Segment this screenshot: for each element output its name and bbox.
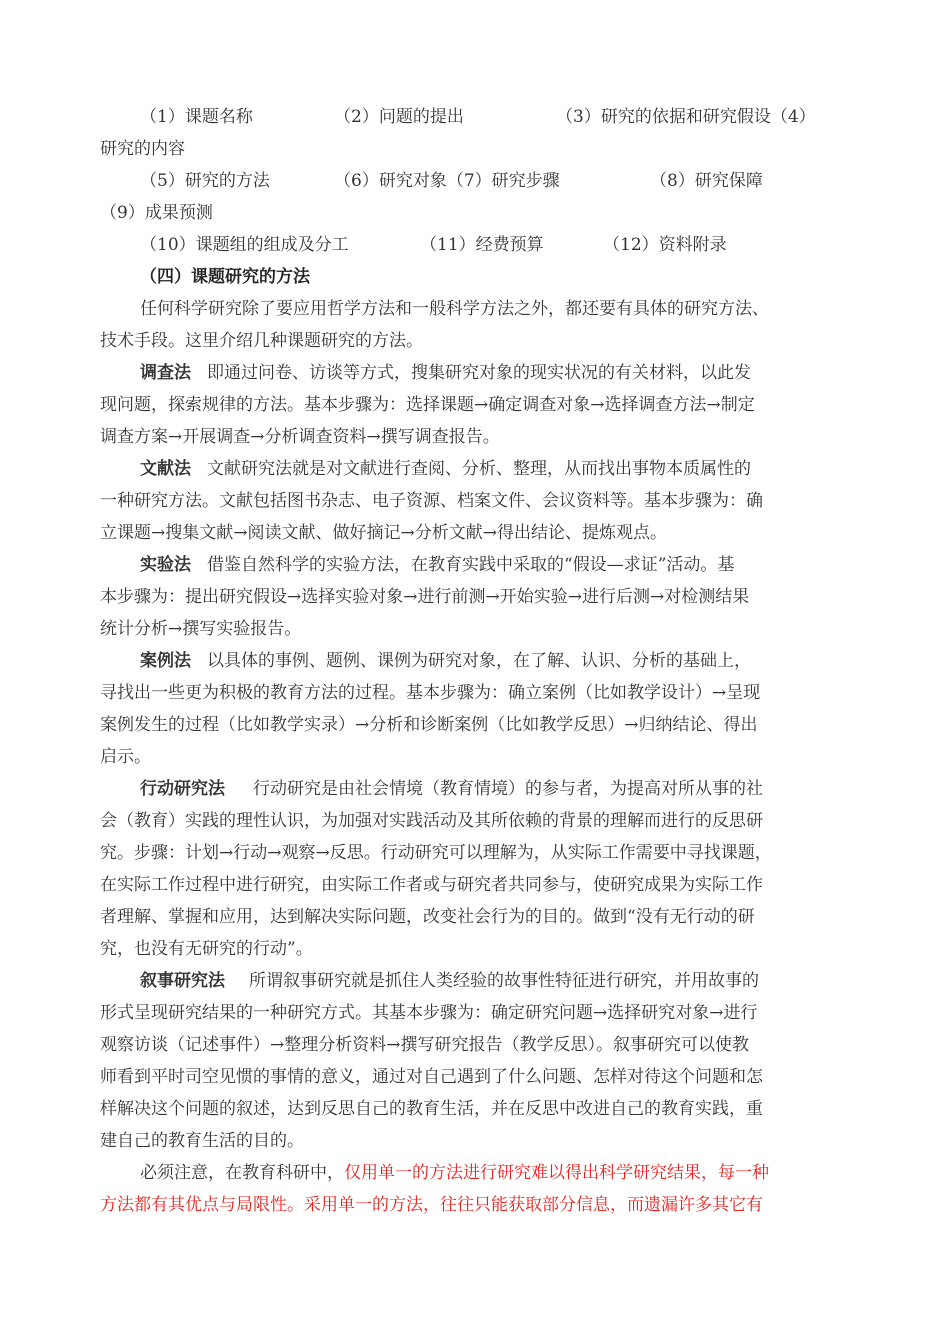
- case-line-4: 启示。: [100, 747, 151, 767]
- outline-item-2: （2）问题的提出: [334, 107, 464, 127]
- action-line-6: 究，也没有无研究的行动”。: [100, 939, 313, 959]
- method-name-experiment: 实验法: [140, 555, 191, 575]
- note-highlight-1: 仅用单一的方法进行研究难以得出科学研究结果，每一种: [344, 1163, 769, 1183]
- action-line-3: 究。步骤：计划→行动→观察→反思。行动研究可以理解为，从实际工作需要中寻找课题，: [100, 843, 772, 863]
- survey-line-1: 调查法 即通过问卷、访谈等方式，搜集研究对象的现实状况的有关材料，以此发: [140, 363, 751, 383]
- survey-line-3: 调查方案→开展调查→分析调查资料→撰写调查报告。: [100, 427, 500, 447]
- literature-line-2: 一种研究方法。文献包括图书杂志、电子资源、档案文件、会议资料等。基本步骤为：确: [100, 491, 763, 511]
- narrative-line-1: 叙事研究法 所谓叙事研究就是抓住人类经验的故事性特征进行研究，并用故事的: [140, 971, 759, 991]
- outline-item-8: （8）研究保障: [650, 171, 763, 191]
- outline-item-4-cont: 研究的内容: [100, 139, 185, 159]
- intro-line-2: 技术手段。这里介绍几种课题研究的方法。: [100, 331, 423, 351]
- outline-item-1: （1）课题名称: [140, 107, 253, 127]
- note-highlight-2: 方法都有其优点与局限性。采用单一的方法，往往只能获取部分信息，而遗漏许多其它有: [100, 1195, 763, 1215]
- literature-line-1: 文献法 文献研究法就是对文献进行查阅、分析、整理，从而找出事物本质属性的: [140, 459, 751, 479]
- outline-item-3-4: （3）研究的依据和研究假设（4）: [556, 107, 816, 127]
- case-line-2: 寻找出一些更为积极的教育方法的过程。基本步骤为：确立案例（比如教学设计）→呈现: [100, 683, 761, 703]
- method-name-narrative: 叙事研究法: [140, 971, 225, 991]
- action-line-5: 者理解、掌握和应用，达到解决实际问题，改变社会行为的目的。做到“没有无行动的研: [100, 907, 755, 927]
- narrative-line-4: 师看到平时司空见惯的事情的意义，通过对自己遇到了什么问题、怎样对待这个问题和怎: [100, 1067, 763, 1087]
- outline-item-10: （10）课题组的组成及分工: [140, 235, 349, 255]
- method-name-case: 案例法: [140, 651, 191, 671]
- narrative-line-6: 建自己的教育生活的目的。: [100, 1131, 304, 1151]
- action-line-1: 行动研究法 行动研究是由社会情境（教育情境）的参与者，为提高对所从事的社: [140, 779, 763, 799]
- case-line-3: 案例发生的过程（比如教学实录）→分析和诊断案例（比如教学反思）→归纳结论、得出: [100, 715, 758, 735]
- literature-line-3: 立课题→搜集文献→阅读文献、做好摘记→分析文献→得出结论、提炼观点。: [100, 523, 667, 543]
- narrative-line-2: 形式呈现研究结果的一种研究方式。其基本步骤为：确定研究问题→选择研究对象→进行: [100, 1003, 758, 1023]
- method-name-literature: 文献法: [140, 459, 191, 479]
- outline-item-12: （12）资料附录: [603, 235, 727, 255]
- action-line-2: 会（教育）实践的理性认识，为加强对实践活动及其所依赖的背景的理解而进行的反思研: [100, 811, 763, 831]
- method-name-action: 行动研究法: [140, 779, 225, 799]
- experiment-line-1: 实验法 借鉴自然科学的实验方法，在教育实践中采取的“假设—求证”活动。基: [140, 555, 735, 575]
- experiment-line-3: 统计分析→撰写实验报告。: [100, 619, 302, 639]
- experiment-line-2: 本步骤为：提出研究假设→选择实验对象→进行前测→开始实验→进行后测→对检测结果: [100, 587, 750, 607]
- method-name-survey: 调查法: [140, 363, 191, 383]
- outline-item-5: （5）研究的方法: [140, 171, 270, 191]
- section-title: （四）课题研究的方法: [140, 267, 310, 287]
- narrative-line-5: 样解决这个问题的叙述，达到反思自己的教育生活，并在反思中改进自己的教育实践，重: [100, 1099, 763, 1119]
- intro-line-1: 任何科学研究除了要应用哲学方法和一般科学方法之外，都还要有具体的研究方法、: [140, 299, 769, 319]
- outline-item-9: （9）成果预测: [100, 203, 213, 223]
- survey-line-2: 现问题，探索规律的方法。基本步骤为：选择课题→确定调查对象→选择调查方法→制定: [100, 395, 755, 415]
- narrative-line-3: 观察访谈（记述事件）→整理分析资料→撰写研究报告（教学反思）。叙事研究可以使教: [100, 1035, 749, 1055]
- outline-item-11: （11）经费预算: [420, 235, 544, 255]
- case-line-1: 案例法 以具体的事例、题例、课例为研究对象，在了解、认识、分析的基础上，: [140, 651, 751, 671]
- note-line-1: 必须注意，在教育科研中，仅用单一的方法进行研究难以得出科学研究结果，每一种: [140, 1163, 769, 1183]
- outline-item-6-7: （6）研究对象（7）研究步骤: [334, 171, 560, 191]
- action-line-4: 在实际工作过程中进行研究，由实际工作者或与研究者共同参与，使研究成果为实际工作: [100, 875, 763, 895]
